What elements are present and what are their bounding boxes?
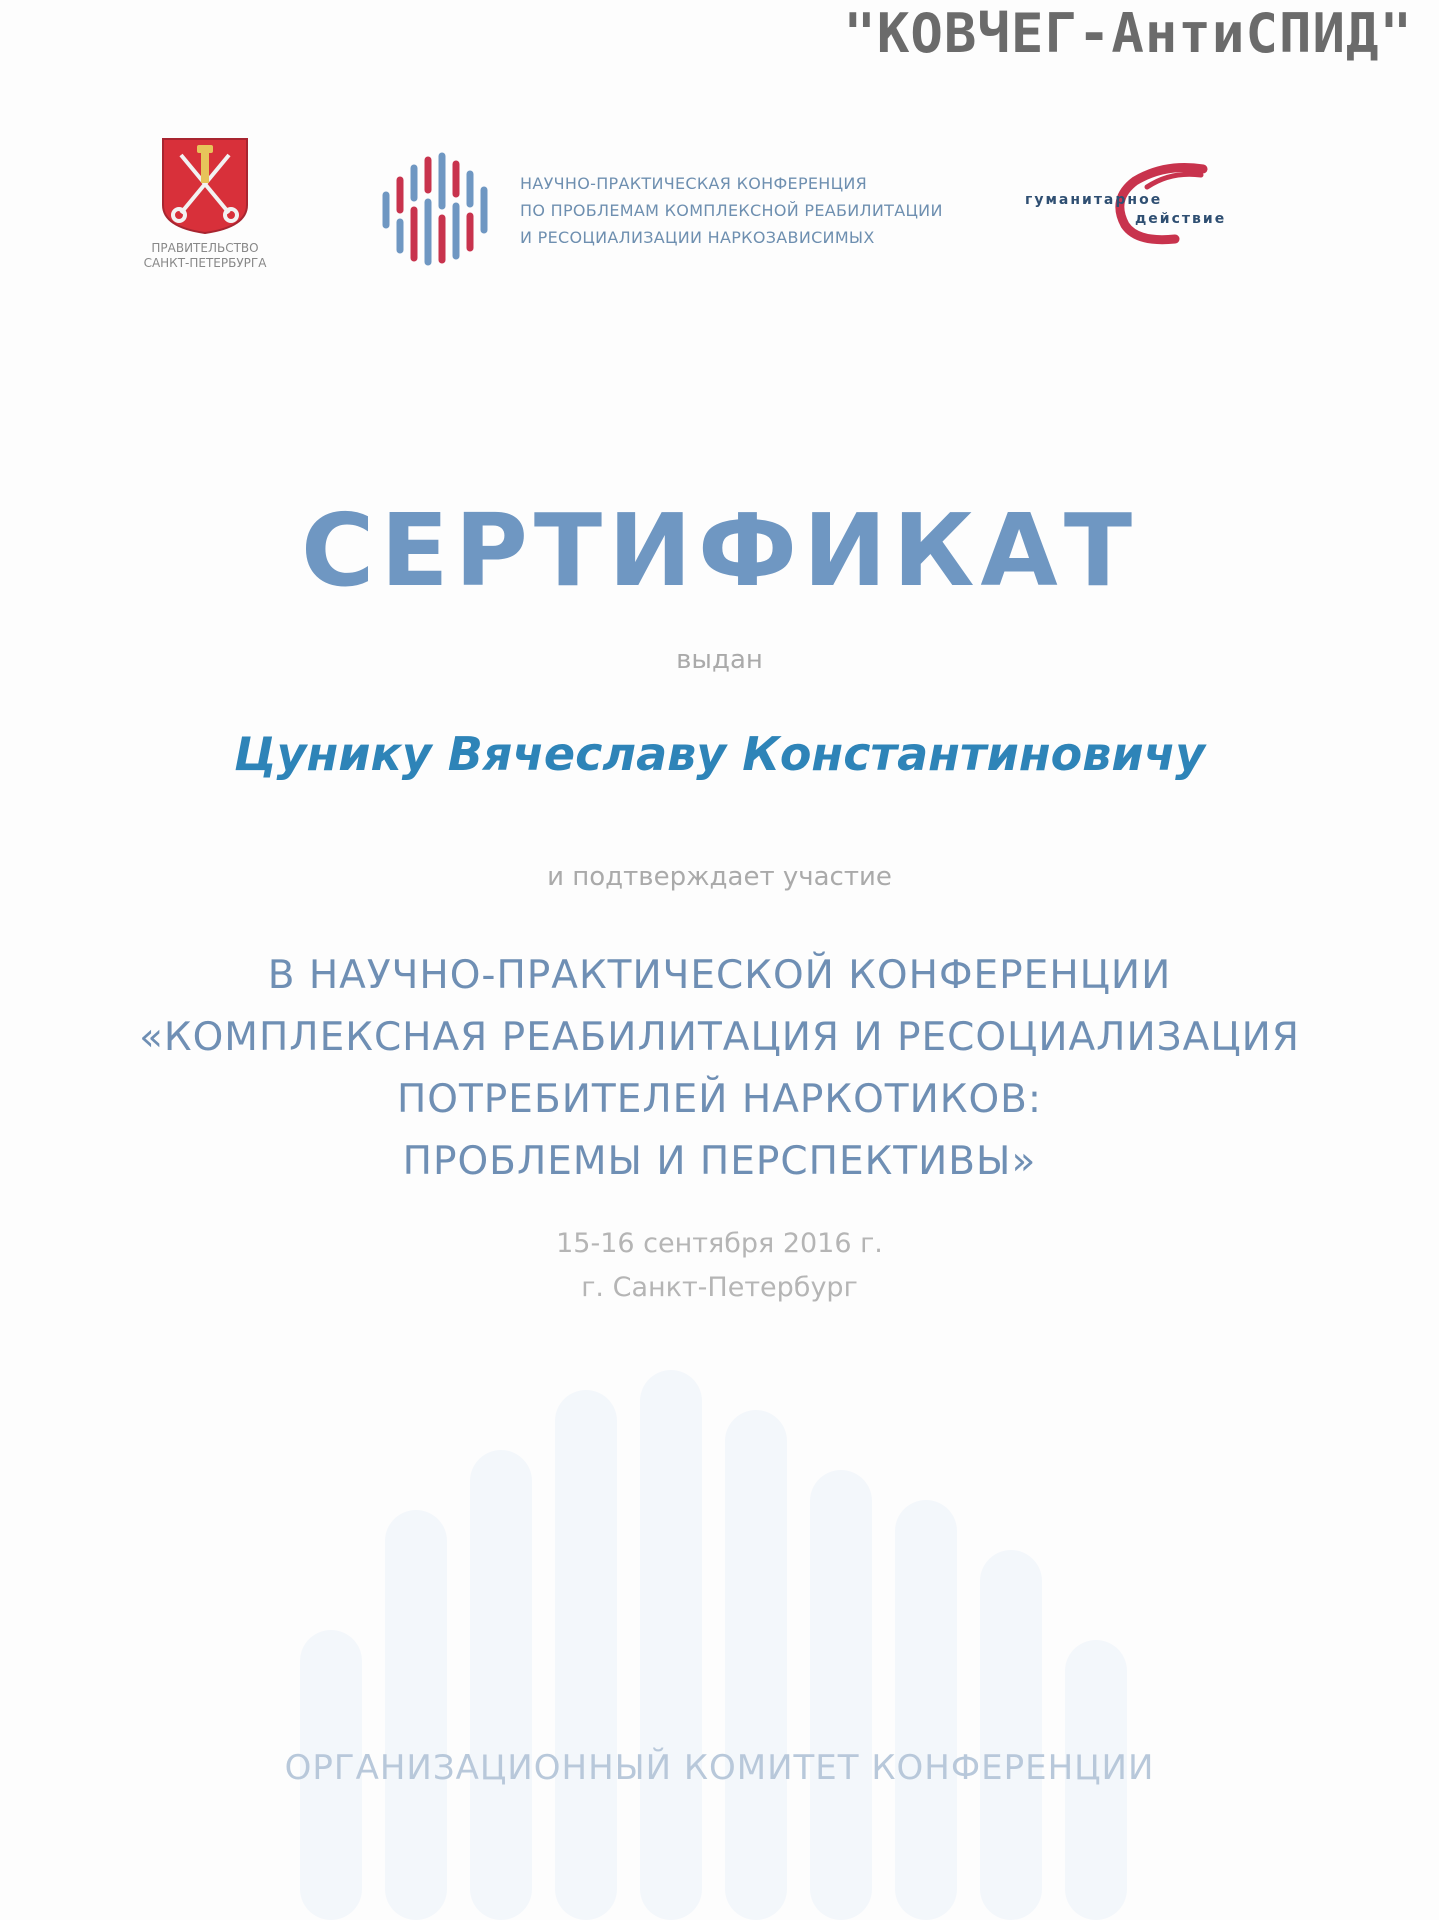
partner-logo [1025, 155, 1275, 255]
organizing-committee: ОРГАНИЗАЦИОННЫЙ КОМИТЕТ КОНФЕРЕНЦИИ [284, 1748, 1155, 1788]
recipient-name: Цунику Вячеславу Константиновичу [233, 727, 1206, 781]
partner-name-line2: действие [1135, 211, 1227, 227]
conference-title-line: ПОТРЕБИТЕЛЕЙ НАРКОТИКОВ: [396, 1077, 1043, 1122]
conference-title-line: ПРОБЛЕМЫ И ПЕРСПЕКТИВЫ» [402, 1139, 1037, 1184]
certificate-title: СЕРТИФИКАТ [300, 492, 1139, 609]
confirms-label: и подтверждает участие [547, 862, 892, 892]
date-place [0, 1222, 1439, 1310]
gov-caption-line2: САНКТ-ПЕТЕРБУРГА [143, 256, 267, 270]
event-date: 15-16 сентября 2016 г. [556, 1228, 883, 1259]
coat-of-arms-icon [159, 135, 251, 235]
conference-logo-line: И РЕСОЦИАЛИЗАЦИИ НАРКОЗАВИСИМЫХ [520, 228, 875, 247]
conference-title-line: В НАУЧНО-ПРАКТИЧЕСКОЙ КОНФЕРЕНЦИИ [267, 953, 1172, 998]
gov-caption-line1: ПРАВИТЕЛЬСТВО [151, 241, 259, 255]
conference-title-line: «КОМПЛЕКСНАЯ РЕАБИЛИТАЦИЯ И РЕСОЦИАЛИЗАЦИЯ [139, 1015, 1300, 1060]
issued-label: выдан [676, 645, 763, 675]
conference-logo-line: ПО ПРОБЛЕМАМ КОМПЛЕКСНОЙ РЕАБИЛИТАЦИИ [520, 201, 943, 220]
background-bars-decoration [0, 1350, 1439, 1920]
conference-title [0, 945, 1439, 1193]
watermark-title: "КОВЧЕГ-АнтиСПИД" [843, 2, 1413, 65]
government-logo [135, 135, 275, 271]
partner-name-line1: гуманитарное [1025, 192, 1163, 208]
conference-logo-text [520, 170, 943, 251]
conference-logo-icon [380, 150, 500, 270]
event-place: г. Санкт-Петербург [581, 1272, 858, 1303]
conference-logo-line: НАУЧНО-ПРАКТИЧЕСКАЯ КОНФЕРЕНЦИЯ [520, 174, 868, 193]
